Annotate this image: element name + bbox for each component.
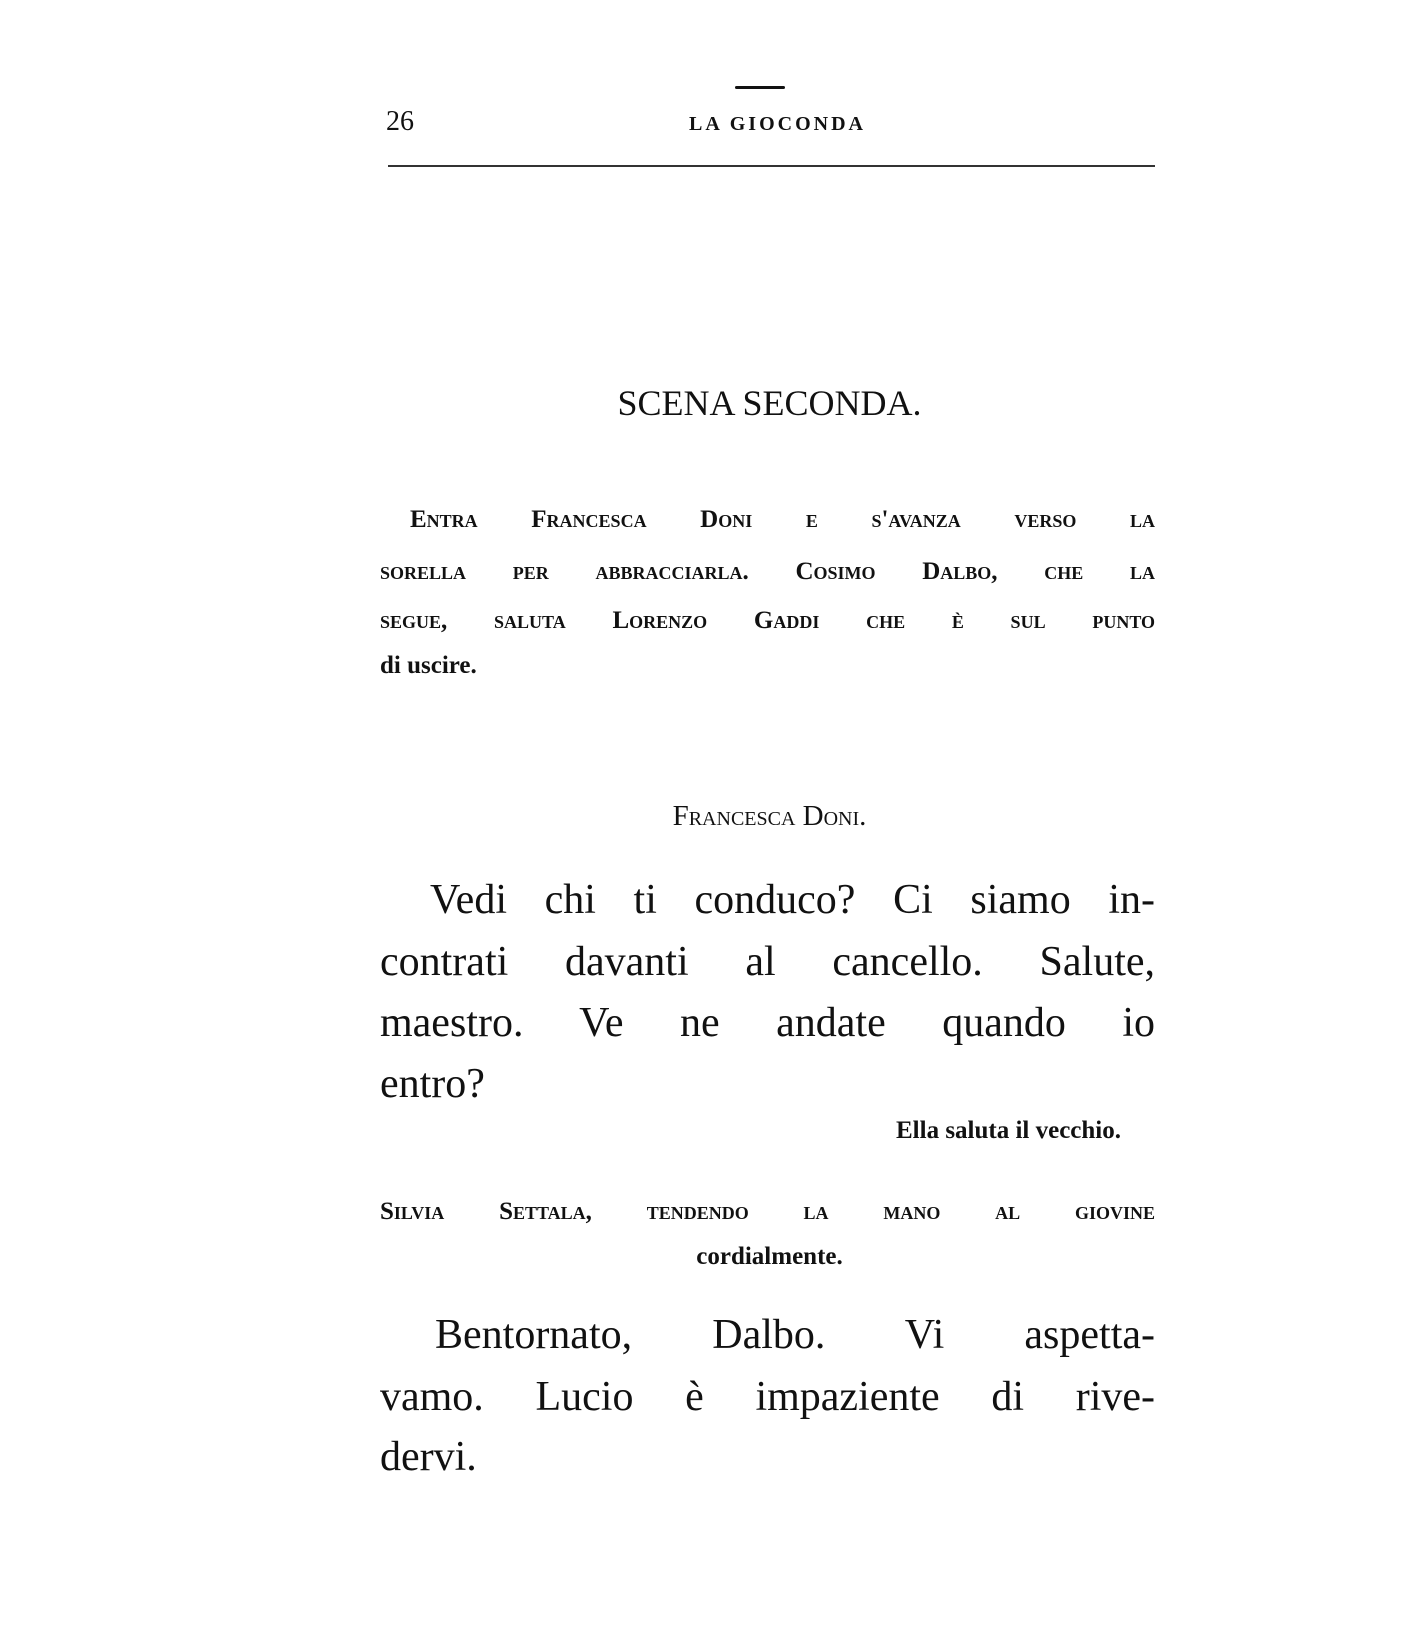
stage-direction-line: Entra Francesca Doni e s'avanza verso la — [410, 506, 1155, 533]
speech-line: dervi. — [380, 1434, 477, 1480]
speech-line: Vedi chi ti conduco? Ci siamo in- — [430, 877, 1155, 923]
stage-direction-line: di uscire. — [380, 652, 477, 679]
speaker-direction: Silvia Settala, tendendo la mano al giovine — [380, 1198, 1155, 1225]
page-number: 26 — [386, 106, 414, 137]
speech-line: entro? — [380, 1061, 485, 1107]
scene-title: SCENA SECONDA. — [617, 383, 922, 423]
header-rule — [388, 165, 1155, 167]
running-title: LA GIOCONDA — [689, 113, 866, 135]
speaker-name: Francesca Doni. — [672, 800, 867, 832]
stage-direction-line: sorella per abbracciarla. Cosimo Dalbo, che la — [380, 558, 1155, 585]
speech-line: Bentornato, Dalbo. Vi aspetta- — [435, 1312, 1155, 1358]
speech-line: maestro. Ve ne andate quando io — [380, 1000, 1155, 1046]
stage-direction: Ella saluta il vecchio. — [896, 1117, 1121, 1144]
stage-direction-line: segue, saluta Lorenzo Gaddi che è sul punto — [380, 607, 1155, 634]
speaker-direction: cordialmente. — [696, 1243, 843, 1270]
speech-line: vamo. Lucio è impaziente di rive- — [380, 1374, 1155, 1420]
speech-line: contrati davanti al cancello. Salute, — [380, 939, 1155, 985]
ornament — [735, 86, 785, 89]
